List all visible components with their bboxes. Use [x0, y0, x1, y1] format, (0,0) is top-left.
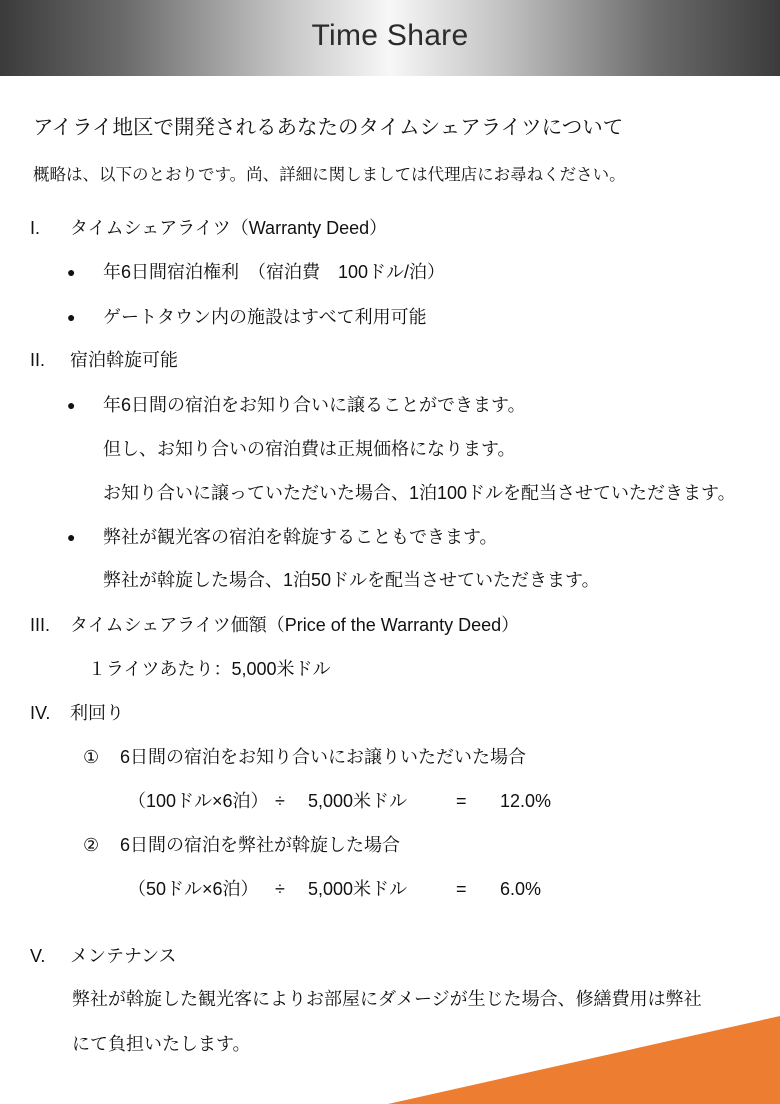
bullet-continuation: 但し、お知り合いの宿泊費は正規価格になります。 — [103, 439, 516, 459]
case-number-marker: ② — [83, 835, 100, 855]
case-number-marker: ① — [83, 747, 100, 767]
section-numeral: V. — [30, 946, 46, 966]
formula-divisor: 5,000米ドル — [308, 879, 408, 899]
formula-numerator: （100ドル×6泊） — [128, 791, 269, 811]
section-numeral: IV. — [30, 703, 51, 723]
section-title: 利回り — [70, 703, 124, 723]
formula-operator: ÷ — [275, 791, 285, 811]
bullet-icon: ● — [67, 529, 76, 545]
section-title: タイムシェアライツ（Warranty Deed） — [70, 218, 388, 238]
intro-heading: アイライ地区で開発されるあなたのタイムシェアライツについて — [33, 116, 624, 139]
formula-equals: = — [456, 879, 467, 899]
section-numeral: II. — [30, 350, 46, 370]
bullet-continuation: お知り合いに譲っていただいた場合、1泊100ドルを配当させていただきます。 — [103, 483, 736, 503]
formula-numerator: （50ドル×6泊） — [128, 879, 259, 899]
header-bar — [0, 0, 780, 76]
bullet-icon: ● — [67, 309, 76, 325]
bullet-text: ゲートタウン内の施設はすべて利用可能 — [103, 307, 427, 327]
section-title: タイムシェアライツ価額（Price of the Warranty Deed） — [70, 615, 520, 635]
bullet-icon: ● — [67, 397, 76, 413]
formula-result: 6.0% — [500, 879, 542, 899]
page-title: Time Share — [311, 19, 469, 52]
case-label: 6日間の宿泊をお知り合いにお譲りいただいた場合 — [120, 747, 527, 767]
maintenance-text: にて負担いたします。 — [72, 1034, 251, 1054]
formula-operator: ÷ — [275, 879, 285, 899]
section-title: メンテナンス — [70, 946, 177, 966]
formula-equals: = — [456, 791, 467, 811]
maintenance-text: 弊社が斡旋した観光客によりお部屋にダメージが生じた場合、修繕費用は弊社 — [72, 989, 702, 1009]
section-numeral: I. — [30, 218, 41, 238]
section-numeral: III. — [30, 615, 51, 635]
bullet-icon: ● — [67, 264, 76, 280]
intro-summary: 概略は、以下のとおりです。尚、詳細に関しましては代理店にお尋ねください。 — [33, 166, 626, 184]
bullet-continuation: 弊社が斡旋した場合、1泊50ドルを配当させていただきます。 — [103, 570, 600, 590]
bullet-text: 年6日間宿泊権利 （宿泊費 100ドル/泊） — [103, 262, 446, 282]
price-per-right: １ライツあたり：5,000米ドル — [88, 659, 331, 679]
section-title: 宿泊斡旋可能 — [70, 350, 178, 370]
case-label: 6日間の宿泊を弊社が斡旋した場合 — [120, 835, 401, 855]
bullet-text: 年6日間の宿泊をお知り合いに譲ることができます。 — [103, 395, 526, 415]
orange-triangle — [388, 1016, 780, 1104]
formula-result: 12.0% — [500, 791, 552, 811]
bullet-text: 弊社が観光客の宿泊を斡旋することもできます。 — [103, 527, 498, 547]
formula-divisor: 5,000米ドル — [308, 791, 408, 811]
